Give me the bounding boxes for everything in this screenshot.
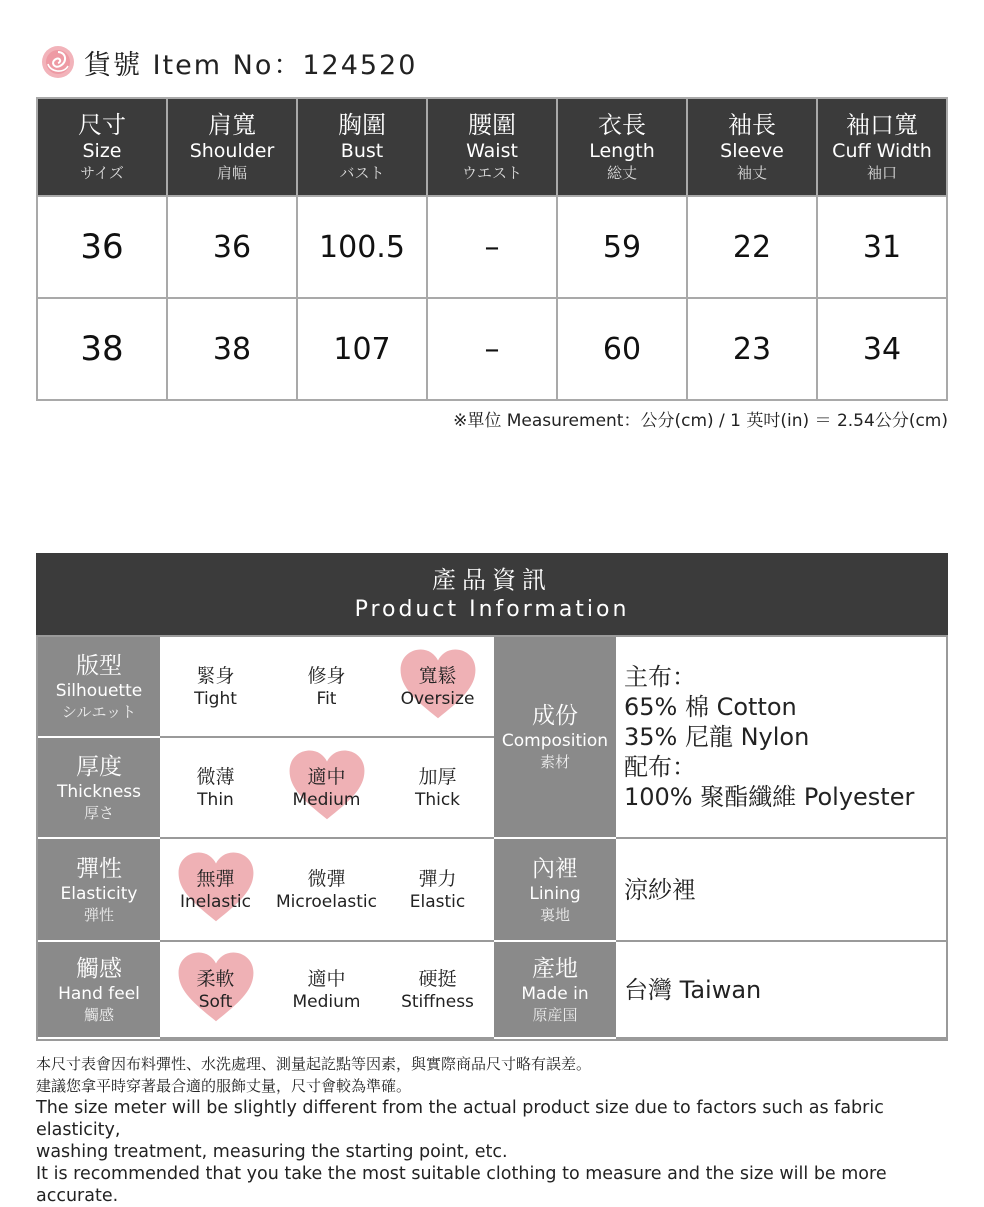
column-label-zh: 袖長 [728,111,776,139]
size-cell: 38 [37,298,167,400]
attribute-options-row [160,942,494,1039]
measurement-cell: 60 [557,298,687,400]
attribute-label [38,738,160,839]
measurement-cell: – [427,196,557,298]
size-table-column-header [37,98,167,196]
page-header [40,42,417,82]
attribute-label [38,637,160,738]
measurement-cell: – [427,298,557,400]
column-label-en: Size [82,140,122,162]
size-cell: 36 [37,196,167,298]
disclaimer-en-2: washing treatment, measuring the starting point, etc. [36,1142,508,1162]
disclaimer-en-3: It is recommended that you take the most suitable clothing to measure and the size will be more accurate. [36,1164,887,1206]
size-table-row [37,298,947,400]
measurement-cell: 107 [297,298,427,400]
column-label-zh: 尺寸 [78,111,126,139]
measurement-cell: 38 [167,298,297,400]
attribute-options-row [160,637,494,738]
column-label-jp: バスト [339,164,385,182]
option-label-zh: 適中 [307,967,346,990]
column-label-en: Waist [466,140,518,162]
attribute-option [160,637,271,736]
attribute-label [38,839,160,942]
measurement-cell: 31 [817,196,947,298]
size-table-column-header [297,98,427,196]
option-label-zh: 微彈 [307,867,346,890]
attribute-option [382,942,493,1037]
disclaimer-en-1: The size meter will be slightly different from the actual product size due to factors such as fabric elasticity, [36,1098,884,1140]
option-label-zh: 硬挺 [418,967,457,990]
option-label-zh: 適中 [307,765,346,788]
origin-label-zh: 產地 [532,955,578,982]
column-label-zh: 腰圍 [468,111,516,139]
attribute-option [271,942,382,1037]
disclaimer-zh-1: 本尺寸表會因布料彈性、水洗處理、測量起訖點等因素，與實際商品尺寸略有誤差。 [36,1055,592,1073]
lining-label-en: Lining [529,883,581,904]
composition-value [616,637,946,839]
column-label-en: Shoulder [189,140,275,162]
attribute-label-en: Elasticity [60,883,138,904]
column-label-zh: 肩寬 [208,111,256,139]
origin-label [494,942,616,1039]
size-table [36,97,948,401]
attribute-label-jp: シルエット [61,702,137,721]
attribute-label-zh: 版型 [76,652,122,679]
size-table-column-header [427,98,557,196]
column-label-en: Bust [340,140,384,162]
attribute-option [271,839,382,940]
option-label-zh: 柔軟 [196,967,235,990]
origin-label-en: Made in [521,983,589,1004]
composition-line: 35% 尼龍 Nylon [624,723,810,751]
option-label-en: Thin [197,789,234,810]
attribute-label-jp: 觸感 [83,1005,114,1024]
measurement-cell: 59 [557,196,687,298]
attribute-option-selected [160,942,271,1037]
column-label-en: Cuff Width [832,140,932,162]
attribute-option-selected [271,738,382,837]
composition-label-zh: 成份 [532,703,578,729]
option-label-en: Medium [292,991,361,1012]
measurement-cell: 36 [167,196,297,298]
option-label-en: Microelastic [276,891,377,912]
attribute-label-en: Silhouette [55,680,143,701]
attribute-label-jp: 弾性 [83,905,114,924]
size-disclaimer [36,1053,956,1207]
size-table-row [37,196,947,298]
measurement-note: ※單位 Measurement：公分(cm) / 1 英吋(in) ＝ 2.54公分(cm) [453,411,948,431]
option-label-en: Stiffness [401,991,474,1012]
column-label-zh: 衣長 [598,111,646,139]
composition-line: 主布： [624,663,696,691]
column-label-jp: ウエスト [461,164,522,182]
lining-value [616,839,946,942]
attribute-label-en: Hand feel [58,983,140,1004]
lining-label [494,839,616,942]
attribute-options-row [160,839,494,942]
column-label-jp: サイズ [80,164,124,182]
column-label-jp: 袖口 [866,164,897,182]
disclaimer-zh-2: 建議您拿平時穿著最合適的服飾丈量，尺寸會較為準確。 [36,1077,412,1095]
lining-text: 涼紗裡 [624,875,696,904]
option-label-en: Medium [292,789,361,810]
attribute-options-row [160,738,494,839]
origin-value [616,942,946,1039]
lining-label-jp: 裏地 [539,905,570,924]
lining-label-zh: 內裡 [532,855,578,882]
origin-label-jp: 原産国 [532,1005,578,1024]
composition-line: 配布： [624,753,696,781]
measurement-cell: 100.5 [297,196,427,298]
attribute-option-selected [160,839,271,940]
product-info-title-en: Product Information [354,597,630,622]
option-label-zh: 微薄 [196,765,235,788]
composition-line: 100% 聚酯纖維 Polyester [624,783,915,811]
attribute-option-selected [382,637,493,736]
size-table-column-header [167,98,297,196]
origin-text: 台灣 Taiwan [624,975,762,1004]
option-label-zh: 彈力 [418,867,457,890]
column-label-en: Sleeve [720,140,784,162]
option-label-en: Fit [316,688,337,709]
attribute-label [38,942,160,1039]
column-label-jp: 肩幅 [216,164,247,182]
column-label-zh: 胸圍 [338,111,386,139]
option-label-en: Tight [194,688,237,709]
size-table-header [37,98,947,196]
size-table-column-header [557,98,687,196]
option-label-en: Oversize [400,688,475,709]
size-table-body [37,196,947,400]
option-label-en: Thick [414,789,461,810]
size-table-column-header [687,98,817,196]
measurement-cell: 34 [817,298,947,400]
measurement-cell: 22 [687,196,817,298]
option-label-zh: 寬鬆 [418,664,457,687]
attribute-option [271,637,382,736]
column-label-jp: 袖丈 [736,164,767,182]
attribute-label-jp: 厚さ [83,803,114,822]
attribute-label-zh: 厚度 [76,753,122,780]
attribute-option [160,738,271,837]
attribute-option [382,839,493,940]
column-label-jp: 総丈 [606,164,637,182]
column-label-zh: 袖口寬 [846,111,918,139]
composition-label-jp: 素材 [539,753,570,771]
product-info-header [36,553,948,635]
attribute-option [382,738,493,837]
size-table-column-header [817,98,947,196]
attribute-label-zh: 彈性 [76,855,122,882]
item-number-title: 貨號 Item No：124520 [84,49,418,81]
rose-icon [40,44,76,80]
option-label-zh: 無彈 [196,867,235,890]
column-label-en: Length [589,140,655,162]
measurement-cell: 23 [687,298,817,400]
attribute-label-zh: 觸感 [76,955,122,982]
product-info-title-zh: 產品資訊 [432,566,552,594]
composition-line: 65% 棉 Cotton [624,693,797,721]
option-label-zh: 緊身 [196,664,235,687]
option-label-en: Elastic [409,891,466,912]
composition-label [494,637,616,839]
option-label-zh: 加厚 [418,765,457,788]
option-label-en: Soft [198,991,233,1012]
composition-label-en: Composition [501,731,609,751]
option-label-zh: 修身 [307,664,346,687]
product-info-grid [36,635,948,1041]
option-label-en: Inelastic [180,891,251,912]
attribute-label-en: Thickness [56,781,142,802]
